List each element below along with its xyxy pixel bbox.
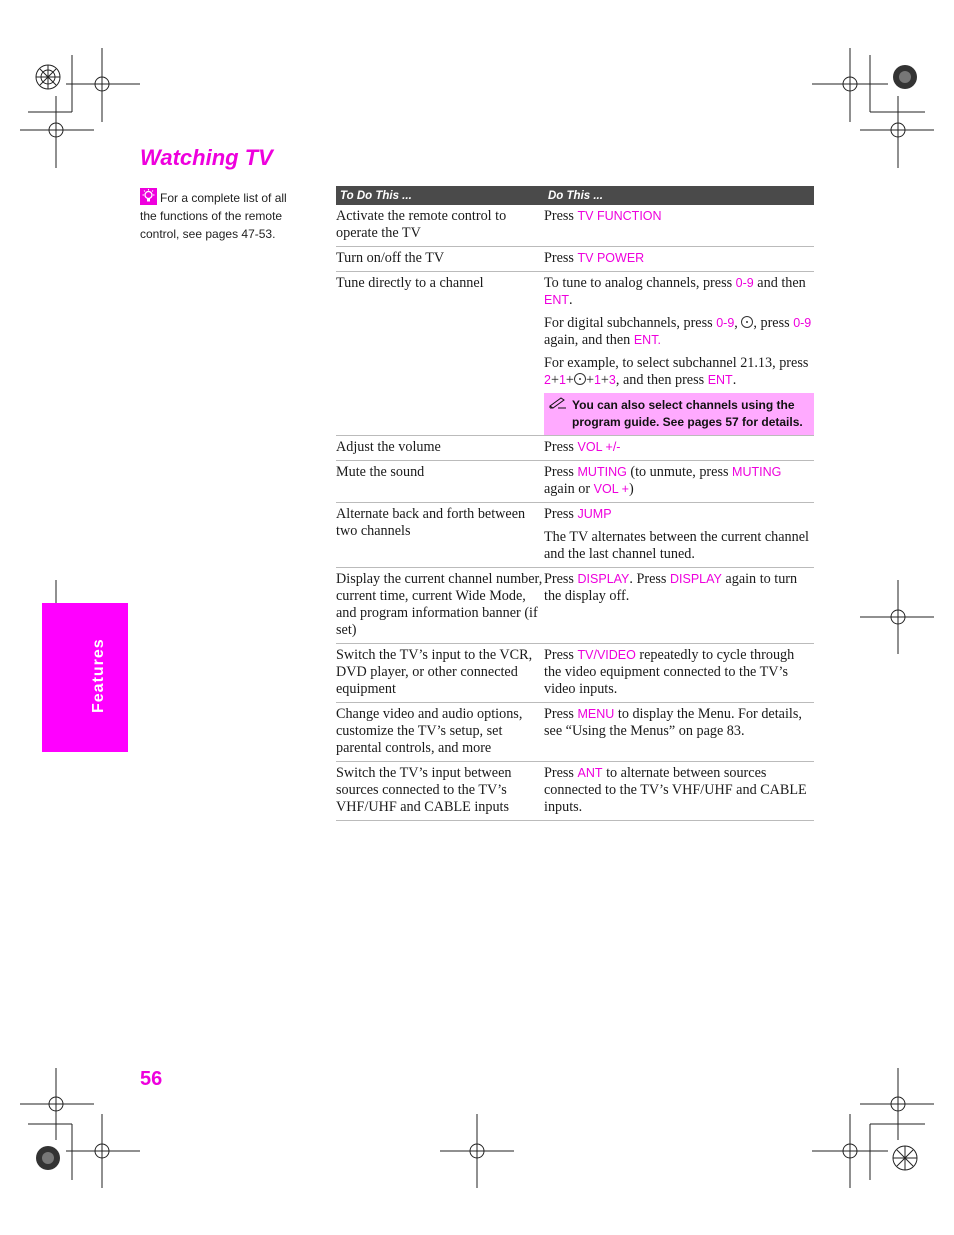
remote-key: 0-9 xyxy=(735,276,754,290)
action-cell: Adjust the volume xyxy=(336,436,544,461)
table-row xyxy=(336,436,814,461)
action-cell: Activate the remote control to operate the TV xyxy=(336,205,544,247)
remote-key: MENU xyxy=(577,707,615,721)
table-row xyxy=(336,762,814,821)
instruction-cell xyxy=(544,272,814,436)
note-text: You can also select channels using the program guide. See pages 57 for details. xyxy=(572,398,803,429)
table-row xyxy=(336,568,814,644)
action-cell: Change video and audio options, customize the TV’s setup, set parental controls, and more xyxy=(336,703,544,762)
dot-button-icon xyxy=(574,373,586,385)
table-row xyxy=(336,644,814,703)
pencil-note-icon xyxy=(549,395,567,414)
action-cell: Alternate back and forth between two channels xyxy=(336,503,544,568)
action-cell: Mute the sound xyxy=(336,461,544,503)
instruction-cell: Press TV POWER xyxy=(544,247,814,272)
table-row xyxy=(336,503,814,568)
remote-key: 0-9 xyxy=(716,316,735,330)
dot-button-icon xyxy=(741,316,753,328)
table-row xyxy=(336,461,814,503)
remote-key: ENT xyxy=(544,293,569,307)
header-do-this: Do This ... xyxy=(544,186,814,205)
remote-key: TV POWER xyxy=(577,251,645,265)
remote-key: TV/VIDEO xyxy=(577,648,636,662)
instruction-cell: Press TV FUNCTION xyxy=(544,205,814,247)
functions-table xyxy=(336,186,814,821)
instruction-paragraph: For example, to select subchannel 21.13, press 2+1+ +1+3, and then press ENT. xyxy=(544,355,809,388)
table-header xyxy=(336,186,814,205)
remote-key: VOL + xyxy=(593,482,629,496)
instruction-cell: Press MUTING (to unmute, press MUTING again or VOL +) xyxy=(544,461,814,503)
remote-key: ENT. xyxy=(633,333,661,347)
remote-key: DISPLAY xyxy=(577,572,630,586)
section-tab xyxy=(42,603,128,752)
remote-key: MUTING xyxy=(732,465,782,479)
table-row xyxy=(336,247,814,272)
tip-text: For a complete list of all the functions of the remote control, see pages 47-53. xyxy=(140,191,287,241)
table-row xyxy=(336,272,814,436)
action-cell: Turn on/off the TV xyxy=(336,247,544,272)
action-cell: Display the current channel number, current time, current Wide Mode, and program information banner (if set) xyxy=(336,568,544,644)
lightbulb-icon xyxy=(140,188,157,205)
remote-key: JUMP xyxy=(577,507,612,521)
remote-key: 0-9 xyxy=(793,316,812,330)
page-number: 56 xyxy=(140,1068,163,1090)
table-row xyxy=(336,703,814,762)
remote-key: TV FUNCTION xyxy=(577,209,662,223)
page-title: Watching TV xyxy=(140,145,273,170)
remote-key: MUTING xyxy=(577,465,627,479)
remote-key: DISPLAY xyxy=(670,572,722,586)
remote-key: VOL +/- xyxy=(577,440,621,454)
instruction-cell: Press JUMP The TV alternates between the current channel and the last channel tuned. xyxy=(544,503,814,568)
instruction-paragraph: The TV alternates between the current channel and the last channel tuned. xyxy=(544,529,809,562)
section-tab-label: Features xyxy=(90,638,107,713)
instruction-cell: Press TV/VIDEO repeatedly to cycle through the video equipment connected to the TV’s video inputs. xyxy=(544,644,814,703)
instruction-cell: Press MENU to display the Menu. For details, see “Using the Menus” on page 83. xyxy=(544,703,814,762)
remote-key: ANT xyxy=(577,766,603,780)
note-box xyxy=(544,393,814,435)
instruction-cell: Press ANT to alternate between sources connected to the TV’s VHF/UHF and CABLE inputs. xyxy=(544,762,814,821)
action-cell: Tune directly to a channel xyxy=(336,272,544,436)
action-cell: Switch the TV’s input between sources connected to the TV’s VHF/UHF and CABLE inputs xyxy=(336,762,544,821)
action-cell: Switch the TV’s input to the VCR, DVD player, or other connected equipment xyxy=(336,644,544,703)
instruction-paragraph: For digital subchannels, press 0-9, , press 0-9 again, and then ENT. xyxy=(544,315,812,348)
table-row xyxy=(336,205,814,247)
header-to-do: To Do This ... xyxy=(336,186,544,205)
instruction-cell: Press DISPLAY. Press DISPLAY again to turn the display off. xyxy=(544,568,814,644)
instruction-paragraph: To tune to analog channels, press 0-9 and then ENT. xyxy=(544,275,806,308)
tip-box xyxy=(140,188,290,243)
instruction-cell: Press VOL +/- xyxy=(544,436,814,461)
